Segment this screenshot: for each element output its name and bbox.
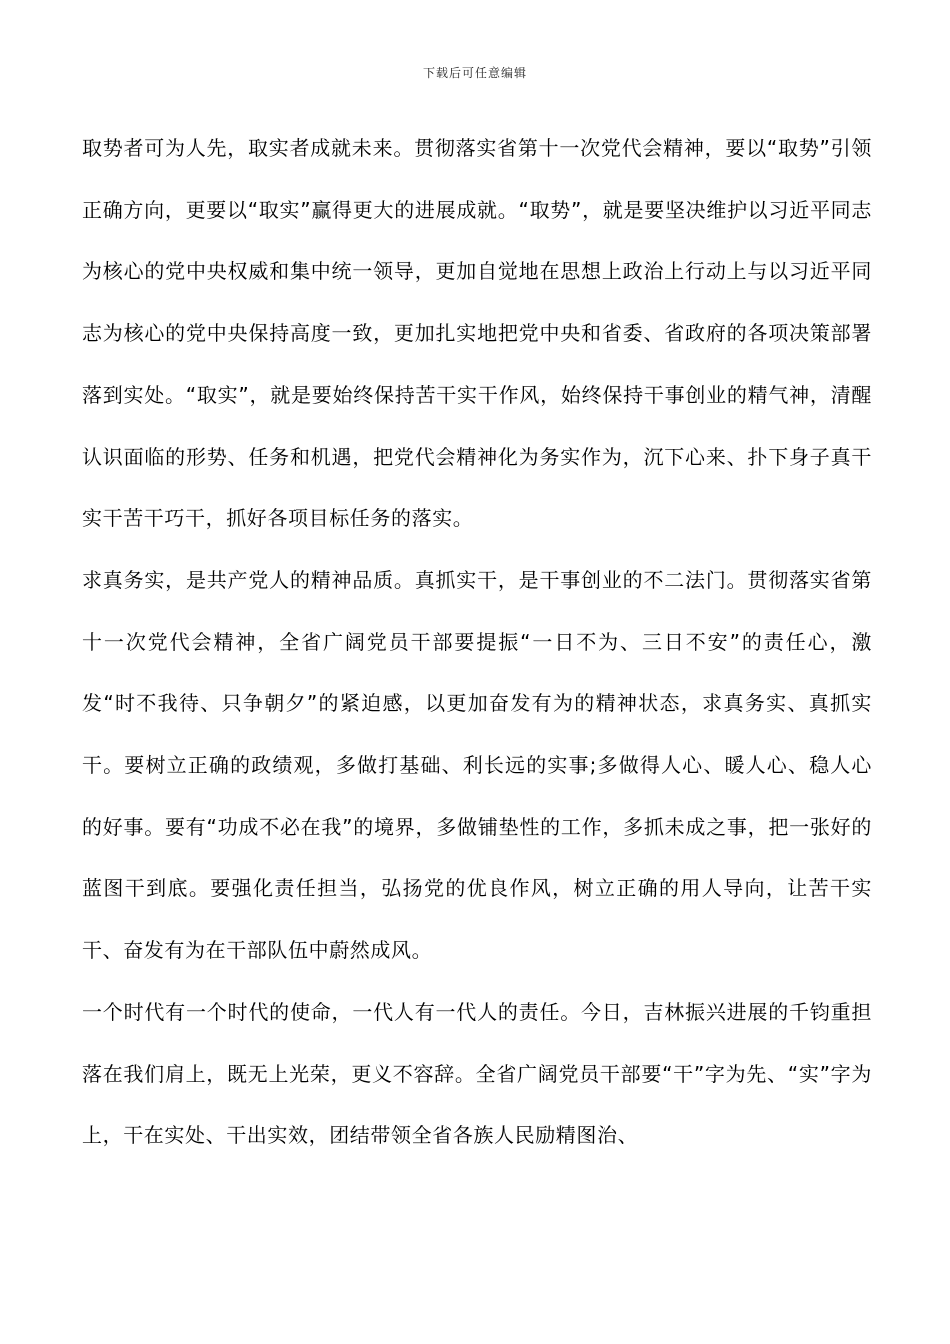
paragraph-2: 求真务实，是共产党人的精神品质。真抓实干，是干事创业的不二法门。贯彻落实省第十一次党代会精神，全省广阔党员干部要提振“一日不为、三日不安”的责任心，激发“时不我待、只争朝夕”的紧迫感，以更加奋发有为的精神状态，求真务实、真抓实干。要树立正确的政绩观，多做打基础、利长远的实事;多做得人心、暖人心、稳人心的好事。要有“功成不必在我”的境界，多做铺垫性的工作，多抓未成之事，把一张好的蓝图干到底。要强化责任担当，弘扬党的优良作风，树立正确的用人导向，让苦干实干、奋发有为在干部队伍中蔚然成风。 [82,567,872,963]
paragraph-1: 取势者可为人先，取实者成就未来。贯彻落实省第十一次党代会精神，要以“取势”引领正确方向，更要以“取实”赢得更大的进展成就。“取势”，就是要坚决维护以习近平同志为核心的党中央权威和集中统一领导，更加自觉地在思想上政治上行动上与以习近平同志为核心的党中央保持高度一致，更加扎实地把党中央和省委、省政府的各项决策部署落到实处。“取实”，就是要始终保持苦干实干作风，始终保持干事创业的精气神，清醒认识面临的形势、任务和机遇，把党代会精神化为务实作为，沉下心来、扑下身子真干实干苦干巧干，抓好各项目标任务的落实。 [82,136,872,531]
header-note: 下载后可任意编辑 [422,66,527,80]
document-body [82,118,872,1167]
paragraph-3: 一个时代有一个时代的使命，一代人有一代人的责任。今日，吉林振兴进展的千钧重担落在我们肩上，既无上光荣，更义不容辞。全省广阔党员干部要“干”字为先、“实”字为上，干在实处、干出实效，团结带领全省各族人民励精图治、 [82,999,872,1148]
